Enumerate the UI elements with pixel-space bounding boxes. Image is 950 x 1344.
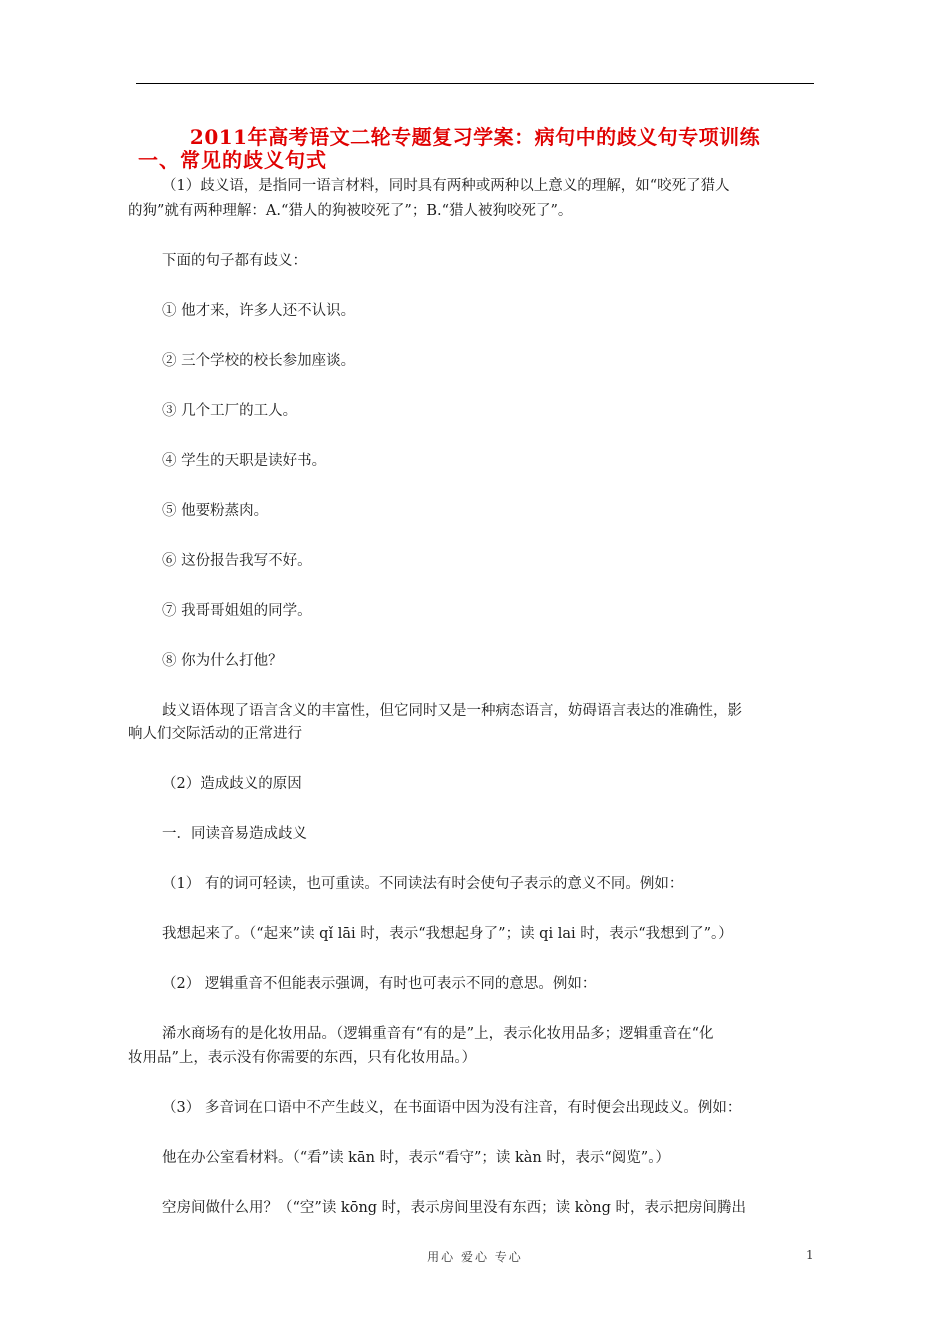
item-3-example-2: 空房间做什么用？（“空”读 kōng 时，表示房间里没有东西；读 kòng 时，表示把房间腾出 [162, 1200, 747, 1216]
example-item: ⑦ 我哥哥姐姐的同学。 [162, 603, 312, 619]
item-2: （2） 逻辑重音不但能表示强调，有时也可表示不同的意思。例如： [162, 976, 597, 992]
example-item: ① 他才来，许多人还不认识。 [162, 303, 356, 319]
summary-line-2: 响人们交际活动的正常进行 [128, 726, 302, 742]
example-item: ② 三个学校的校长参加座谈。 [162, 353, 356, 369]
intro-line-1: （1）歧义语，是指同一语言材料，同时具有两种或两种以上意义的理解，如“咬死了猎人 [162, 178, 730, 194]
item-3-example-1: 他在办公室看材料。（“看”读 kān 时，表示“看守”；读 kàn 时，表示“阅览”。） [162, 1150, 670, 1166]
summary-line-1: 歧义语体现了语言含义的丰富性，但它同时又是一种病态语言，妨碍语言表达的准确性，影 [162, 703, 742, 719]
section-heading-1: 一、常见的歧义句式 [138, 148, 327, 172]
page-number: 1 [806, 1248, 814, 1262]
document-title: 2011年高考语文二轮专题复习学案：病句中的歧义句专项训练 [189, 125, 761, 149]
intro-line-2: 的狗”就有两种理解：A.“猎人的狗被咬死了”；B.“猎人被狗咬死了”。 [128, 203, 573, 219]
item-3: （3） 多音词在口语中不产生歧义，在书面语中因为没有注音，有时便会出现歧义。例如： [162, 1100, 742, 1116]
item-2-example-line-2: 妆用品”上，表示没有你需要的东西，只有化妆用品。） [128, 1050, 477, 1066]
causes-heading: （2）造成歧义的原因 [162, 776, 302, 792]
footer-motto: 用心 爱心 专心 [427, 1250, 523, 1264]
example-item: ③ 几个工厂的工人。 [162, 403, 298, 419]
examples-lead: 下面的句子都有歧义： [162, 253, 307, 269]
example-item: ⑤ 他要粉蒸肉。 [162, 503, 269, 519]
item-1-example: 我想起来了。（“起来”读 qǐ lāi 时，表示“我想起身了”；读 qi lai 时，表示“我想到了”。） [162, 926, 733, 942]
cause1-heading: 一．同读音易造成歧义 [162, 826, 307, 842]
item-1: （1） 有的词可轻读，也可重读。不同读法有时会使句子表示的意义不同。例如： [162, 876, 684, 892]
example-item: ⑧ 你为什么打他？ [162, 653, 283, 669]
example-item: ⑥ 这份报告我写不好。 [162, 553, 312, 569]
example-item: ④ 学生的天职是读好书。 [162, 453, 327, 469]
item-2-example-line-1: 浠水商场有的是化妆用品。（逻辑重音有“有的是”上，表示化妆用品多；逻辑重音在“化 [162, 1026, 714, 1042]
header-rule [136, 83, 814, 84]
